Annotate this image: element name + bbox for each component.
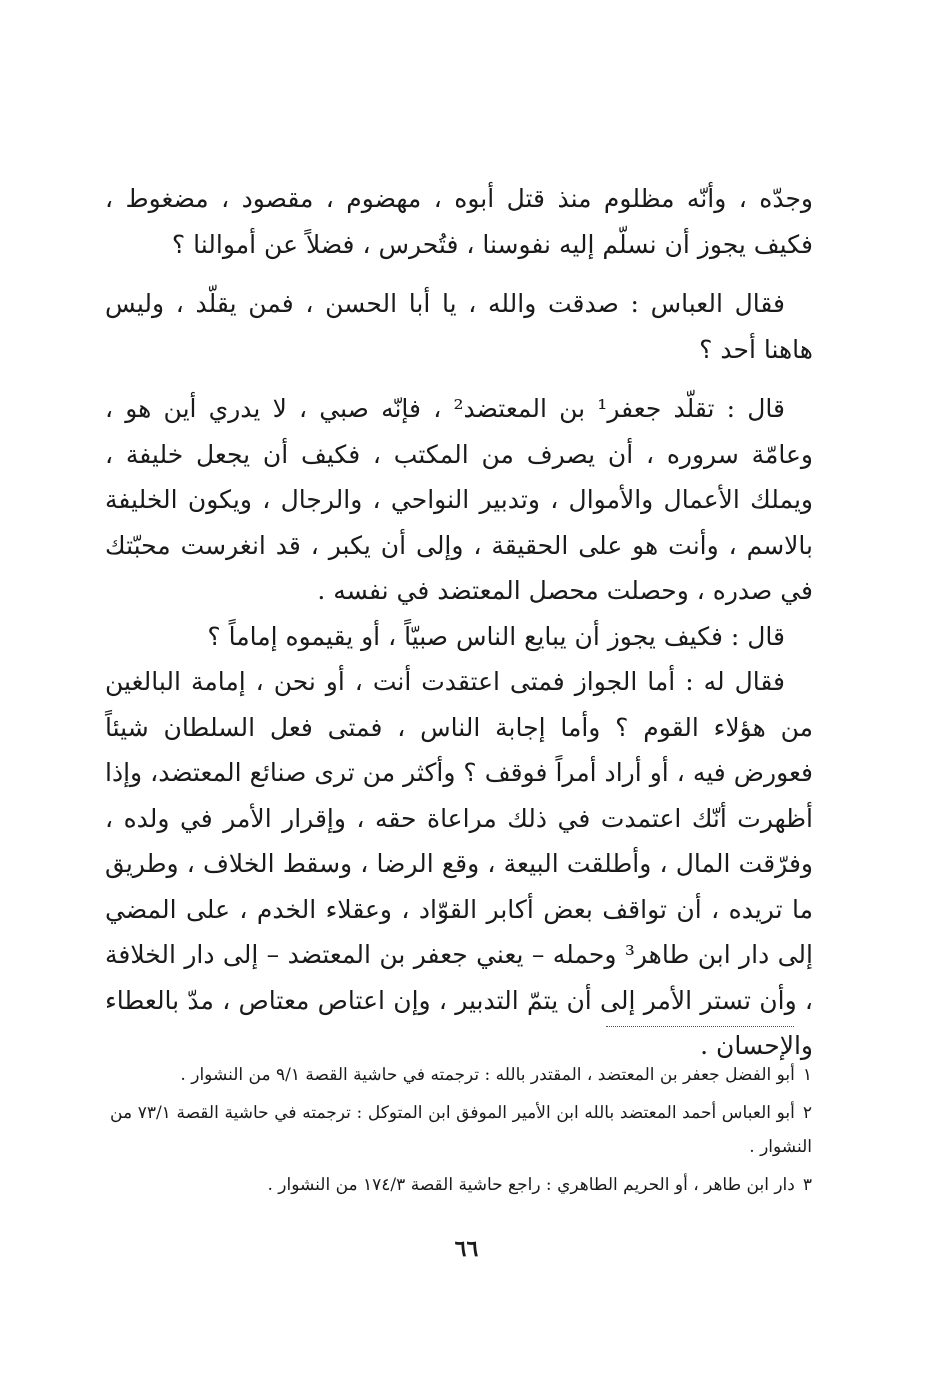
footnote-text: دار ابن طاهر ، أو الحريم الطاهري : راجع حاشية القصة ١٧٤/٣ من النشوار . [267,1175,795,1195]
paragraph-5: فقال له : أما الجواز فمتى اعتقدت أنت ، أو نحن ، إمامة البالغين من هؤلاء القوم ؟ وأما إجابة الناس ، فمتى فعل السلطان شيئاً فعورض فيه ، أو أراد أمراً فوقف ؟ وأكثر من ترى صنائع المعتضد، وإذا أظهرت أنّك اعتمدت في ذلك مراعاة حقه ، وإقرار الأمر في ولده ، وفرّقت المال ، وأطلقت البيعة ، وقع الرضا ، وسقط الخلاف ، وطريق ما تريده ، أن تواقف بعض أكابر القوّاد ، وعقلاء الخدم ، على المضي إلى دار ابن طاهر³ وحمله – يعني جعفر بن المعتضد – إلى دار الخلافة ، وأن تستر الأمر إلى أن يتمّ التدبير ، وإن اعتاص معتاص ، مدّ بالعطاء والإحسان . [105,667,813,1060]
footnote-number: ٣ [802,1175,812,1195]
paragraph-4: قال : فكيف يجوز أن يبايع الناس صبيّاً ، أو يقيموه إماماً ؟ [207,621,785,651]
footnote-number: ٢ [802,1103,812,1123]
page-number: ٦٦ [454,1236,479,1262]
footnote-separator [606,1026,794,1027]
footnote-text: أبو العباس أحمد المعتضد بالله ابن الأمير الموفق ابن المتوكل : ترجمته في حاشية القصة ٧٣/١ من النشوار . [110,1103,812,1157]
paragraph-1: وجدّه ، وأنّه مظلوم منذ قتل أبوه ، مهضوم ، مقصود ، مضغوط ، فكيف يجوز أن نسلّم إليه نفوسنا ، فتُحرس ، فضلاً عن أموالنا ؟ [105,184,813,259]
footnote-text: أبو الفضل جعفر بن المعتضد ، المقتدر بالله : ترجمته في حاشية القصة ٩/١ من النشوار . [180,1065,795,1085]
footnotes [110,1058,812,1206]
footnote-1 [110,1058,812,1092]
footnote-3 [110,1168,812,1202]
paragraph-3: قال : تقلّد جعفر¹ بن المعتضد² ، فإنّه صبي ، لا يدري أين هو ، وعامّة سروره ، أن يصرف من المكتب ، فكيف أن يجعل خليفة ، ويملك الأعمال والأموال ، وتدبير النواحي ، والرجال ، ويكون الخليفة بالاسم ، وأنت هو على الحقيقة ، وإلى أن يكبر ، قد انغرست محبّتك في صدره ، وحصلت محصل المعتضد في نفسه . [105,394,813,605]
main-text [105,176,813,1069]
footnote-2 [110,1096,812,1164]
paragraph-2: فقال العباس : صدقت والله ، يا أبا الحسن ، فمن يقلّد ، وليس هاهنا أحد ؟ [105,289,813,364]
footnote-number: ١ [802,1065,812,1085]
